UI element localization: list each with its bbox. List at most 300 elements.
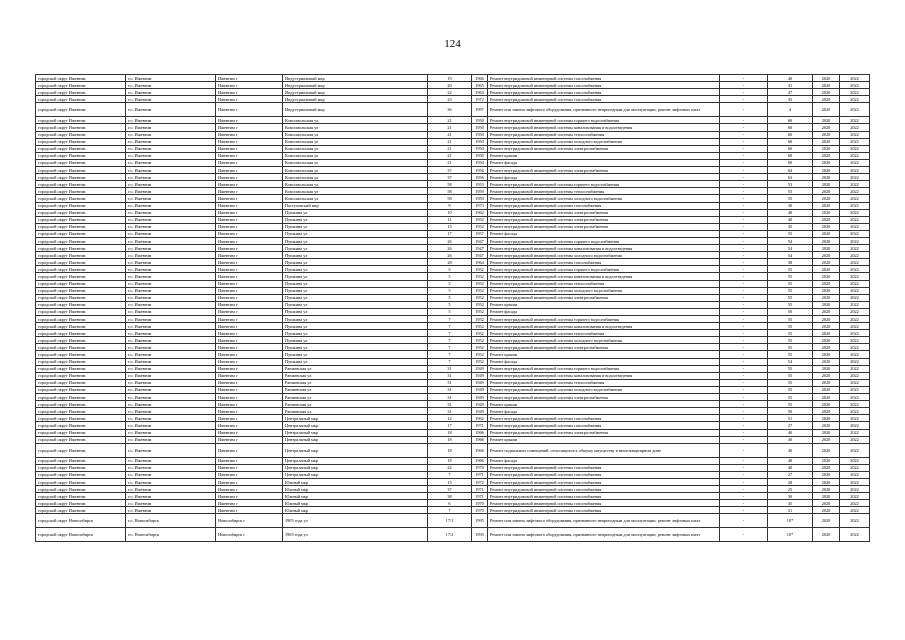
year-built-cell: 1950 bbox=[472, 159, 488, 166]
street-cell: Индустриальный мкр bbox=[283, 103, 428, 117]
dash-cell: - bbox=[720, 464, 768, 471]
municipality-cell: городской округ Ижевтим bbox=[36, 152, 126, 159]
work-type-cell: Ремонт фасада bbox=[488, 358, 720, 365]
dash-cell: - bbox=[720, 486, 768, 493]
work-type-cell: Ремонт внутридомовой инженерной системы газоснабжения bbox=[488, 471, 720, 478]
work-type-cell: Ремонт или замена лифтового оборудования, признанного непригодным для эксплуатации, ремонт лифтовых шахт bbox=[488, 528, 720, 542]
end-year-cell: 2022 bbox=[840, 323, 870, 330]
work-type-cell: Ремонт фасада bbox=[488, 230, 720, 237]
area-cell: 4 bbox=[768, 103, 813, 117]
area-cell: 40 bbox=[768, 464, 813, 471]
house-number-cell: 11 bbox=[428, 216, 472, 223]
year-built-cell: 1973 bbox=[472, 202, 488, 209]
year-built-cell: 1950 bbox=[472, 124, 488, 131]
street-cell: 1905 года ул bbox=[283, 514, 428, 528]
house-number-cell: 7 bbox=[428, 507, 472, 514]
street-cell: Пушкина ул bbox=[283, 280, 428, 287]
house-number-cell: 5 bbox=[428, 301, 472, 308]
start-year-cell: 2020 bbox=[813, 237, 840, 244]
dash-cell: - bbox=[720, 478, 768, 485]
table-row bbox=[36, 471, 870, 478]
municipality-cell: городской округ Ижевтим bbox=[36, 237, 126, 244]
start-year-cell: 2020 bbox=[813, 308, 840, 315]
area-cell: 64 bbox=[768, 167, 813, 174]
street-cell: Центральный мкр bbox=[283, 457, 428, 464]
locality-type-cell: г.о. Новосибирск bbox=[126, 514, 216, 528]
house-number-cell: 7 bbox=[428, 358, 472, 365]
start-year-cell: 2020 bbox=[813, 486, 840, 493]
end-year-cell: 2022 bbox=[840, 287, 870, 294]
start-year-cell: 2020 bbox=[813, 394, 840, 401]
start-year-cell: 2020 bbox=[813, 159, 840, 166]
area-cell: 35 bbox=[768, 96, 813, 103]
municipality-cell: городской округ Ижевтим bbox=[36, 202, 126, 209]
street-cell: Южный мкр bbox=[283, 486, 428, 493]
house-number-cell: 7 bbox=[428, 344, 472, 351]
end-year-cell: 2022 bbox=[840, 337, 870, 344]
street-cell: Комсомольская ул bbox=[283, 152, 428, 159]
locality-type-cell: г.о. Ижевтим bbox=[126, 223, 216, 230]
house-number-cell: 20 bbox=[428, 82, 472, 89]
street-cell: Ранжевская ул bbox=[283, 372, 428, 379]
house-number-cell: 58 bbox=[428, 181, 472, 188]
area-cell: 53 bbox=[768, 181, 813, 188]
table-row bbox=[36, 401, 870, 408]
area-cell: 55 bbox=[768, 372, 813, 379]
start-year-cell: 2020 bbox=[813, 280, 840, 287]
dash-cell: - bbox=[720, 323, 768, 330]
start-year-cell: 2020 bbox=[813, 401, 840, 408]
locality-type-cell: г.о. Ижевтим bbox=[126, 117, 216, 124]
end-year-cell: 2022 bbox=[840, 181, 870, 188]
area-cell: 55 bbox=[768, 280, 813, 287]
table-row bbox=[36, 209, 870, 216]
area-cell: 31 bbox=[768, 507, 813, 514]
area-cell: 55 bbox=[768, 266, 813, 273]
year-built-cell: 1952 bbox=[472, 330, 488, 337]
work-type-cell: Ремонт крыши bbox=[488, 351, 720, 358]
municipality-cell: городской округ Ижевтим bbox=[36, 124, 126, 131]
year-built-cell: 1972 bbox=[472, 96, 488, 103]
locality-type-cell: г.о. Ижевтим bbox=[126, 408, 216, 415]
area-cell: 25 bbox=[768, 486, 813, 493]
year-built-cell: 1952 bbox=[472, 308, 488, 315]
street-cell: Центральный мкр bbox=[283, 471, 428, 478]
house-number-cell: 37 bbox=[428, 174, 472, 181]
dash-cell: - bbox=[720, 259, 768, 266]
table-row bbox=[36, 478, 870, 485]
street-cell: Ранжевская ул bbox=[283, 379, 428, 386]
year-built-cell: 1964 bbox=[472, 259, 488, 266]
table-row bbox=[36, 152, 870, 159]
street-cell: Пушкина ул bbox=[283, 245, 428, 252]
locality-cell: Ижевтим г bbox=[216, 316, 283, 323]
table-row bbox=[36, 372, 870, 379]
dash-cell: - bbox=[720, 145, 768, 152]
locality-cell: Ижевтим г bbox=[216, 464, 283, 471]
year-built-cell: 1952 bbox=[472, 301, 488, 308]
year-built-cell: 1952 bbox=[472, 223, 488, 230]
municipality-cell: городской округ Ижевтим bbox=[36, 216, 126, 223]
locality-cell: Ижевтим г bbox=[216, 287, 283, 294]
street-cell: Центральный мкр bbox=[283, 415, 428, 422]
locality-cell: Ижевтим г bbox=[216, 181, 283, 188]
street-cell: Пушкина ул bbox=[283, 216, 428, 223]
dash-cell: - bbox=[720, 386, 768, 393]
area-cell: 27 bbox=[768, 422, 813, 429]
locality-cell: Ижевтим г bbox=[216, 401, 283, 408]
locality-cell: Ижевтим г bbox=[216, 266, 283, 273]
dash-cell: - bbox=[720, 337, 768, 344]
locality-cell: Ижевтим г bbox=[216, 195, 283, 202]
locality-type-cell: г.о. Ижевтим bbox=[126, 351, 216, 358]
municipality-cell: городской округ Ижевтим bbox=[36, 415, 126, 422]
end-year-cell: 2022 bbox=[840, 401, 870, 408]
area-cell: 50 bbox=[768, 408, 813, 415]
municipality-cell: городской округ Ижевтим bbox=[36, 131, 126, 138]
house-number-cell: 17/2 bbox=[428, 528, 472, 542]
street-cell: Комсомольская ул bbox=[283, 159, 428, 166]
area-cell: 63 bbox=[768, 174, 813, 181]
table-row bbox=[36, 266, 870, 273]
house-number-cell: 17 bbox=[428, 422, 472, 429]
start-year-cell: 2020 bbox=[813, 301, 840, 308]
locality-type-cell: г.о. Ижевтим bbox=[126, 266, 216, 273]
house-number-cell: 10 bbox=[428, 209, 472, 216]
work-type-cell: Ремонт крыши bbox=[488, 401, 720, 408]
start-year-cell: 2020 bbox=[813, 471, 840, 478]
street-cell: Пушкина ул bbox=[283, 344, 428, 351]
work-type-cell: Ремонт внутридомовой инженерной системы горячего водоснабжения bbox=[488, 365, 720, 372]
street-cell: Комсомольская ул bbox=[283, 174, 428, 181]
table-row bbox=[36, 351, 870, 358]
table-row bbox=[36, 188, 870, 195]
locality-type-cell: г.о. Ижевтим bbox=[126, 457, 216, 464]
street-cell: Пушкина ул bbox=[283, 301, 428, 308]
table-row bbox=[36, 294, 870, 301]
start-year-cell: 2020 bbox=[813, 323, 840, 330]
municipality-cell: городской округ Ижевтим bbox=[36, 308, 126, 315]
locality-cell: Ижевтим г bbox=[216, 471, 283, 478]
municipality-cell: городской округ Ижевтим bbox=[36, 471, 126, 478]
locality-type-cell: г.о. Ижевтим bbox=[126, 96, 216, 103]
area-cell: 55 bbox=[768, 273, 813, 280]
municipality-cell: городской округ Ижевтим bbox=[36, 507, 126, 514]
municipality-cell: городской округ Ижевтим bbox=[36, 401, 126, 408]
end-year-cell: 2022 bbox=[840, 457, 870, 464]
dash-cell: - bbox=[720, 308, 768, 315]
work-type-cell: Ремонт внутридомовой инженерной системы газоснабжения bbox=[488, 422, 720, 429]
municipality-cell: городской округ Ижевтим bbox=[36, 365, 126, 372]
street-cell: Ранжевская ул bbox=[283, 386, 428, 393]
municipality-cell: городской округ Ижевтим bbox=[36, 167, 126, 174]
dash-cell: - bbox=[720, 287, 768, 294]
house-number-cell: 5 bbox=[428, 280, 472, 287]
end-year-cell: 2022 bbox=[840, 223, 870, 230]
locality-type-cell: г.о. Ижевтим bbox=[126, 394, 216, 401]
work-type-cell: Ремонт крыши bbox=[488, 436, 720, 443]
start-year-cell: 2020 bbox=[813, 415, 840, 422]
dash-cell: - bbox=[720, 75, 768, 82]
dash-cell: - bbox=[720, 301, 768, 308]
start-year-cell: 2020 bbox=[813, 443, 840, 457]
house-number-cell: 5 bbox=[428, 294, 472, 301]
year-built-cell: 1947 bbox=[472, 245, 488, 252]
year-built-cell: 1959 bbox=[472, 188, 488, 195]
area-cell: 55 bbox=[768, 294, 813, 301]
work-type-cell: Ремонт внутридомовой инженерной системы газоснабжения bbox=[488, 464, 720, 471]
end-year-cell: 2022 bbox=[840, 394, 870, 401]
end-year-cell: 2022 bbox=[840, 96, 870, 103]
street-cell: Ранжевская ул bbox=[283, 401, 428, 408]
end-year-cell: 2022 bbox=[840, 237, 870, 244]
locality-type-cell: г.о. Ижевтим bbox=[126, 103, 216, 117]
house-number-cell: 17/1 bbox=[428, 514, 472, 528]
work-type-cell: Ремонт внутридомовой инженерной системы холодного водоснабжения bbox=[488, 195, 720, 202]
area-cell: 30 bbox=[768, 202, 813, 209]
municipality-cell: городской округ Ижевтим bbox=[36, 478, 126, 485]
year-built-cell: 1962 bbox=[472, 415, 488, 422]
municipality-cell: городской округ Ижевтим bbox=[36, 266, 126, 273]
work-type-cell: Ремонт внутридомовой инженерной системы теплоснабжения bbox=[488, 280, 720, 287]
municipality-cell: городской округ Ижевтим bbox=[36, 316, 126, 323]
municipality-cell: городской округ Ижевтим bbox=[36, 273, 126, 280]
street-cell: Индустриальный мкр bbox=[283, 96, 428, 103]
house-number-cell: 58 bbox=[428, 195, 472, 202]
house-number-cell: 21 bbox=[428, 152, 472, 159]
work-type-cell: Ремонт внутридомовой инженерной системы газоснабжения bbox=[488, 259, 720, 266]
table-row bbox=[36, 443, 870, 457]
locality-type-cell: г.о. Ижевтим bbox=[126, 230, 216, 237]
house-number-cell: 21 bbox=[428, 124, 472, 131]
area-cell: 38 bbox=[768, 259, 813, 266]
area-cell: 41 bbox=[768, 82, 813, 89]
work-type-cell: Ремонт внутридомовой инженерной системы электроснабжения bbox=[488, 344, 720, 351]
start-year-cell: 2020 bbox=[813, 316, 840, 323]
end-year-cell: 2022 bbox=[840, 528, 870, 542]
end-year-cell: 2022 bbox=[840, 514, 870, 528]
locality-cell: Ижевтим г bbox=[216, 294, 283, 301]
street-cell: Пушкина ул bbox=[283, 294, 428, 301]
locality-type-cell: г.о. Ижевтим bbox=[126, 245, 216, 252]
street-cell: Пушкина ул bbox=[283, 358, 428, 365]
end-year-cell: 2022 bbox=[840, 486, 870, 493]
end-year-cell: 2022 bbox=[840, 230, 870, 237]
street-cell: Пушкина ул bbox=[283, 330, 428, 337]
end-year-cell: 2022 bbox=[840, 443, 870, 457]
table-row bbox=[36, 89, 870, 96]
table-row bbox=[36, 131, 870, 138]
year-built-cell: 1952 bbox=[472, 358, 488, 365]
end-year-cell: 2022 bbox=[840, 301, 870, 308]
work-type-cell: Ремонт внутридомовой инженерной системы газоснабжения bbox=[488, 500, 720, 507]
area-cell: 55 bbox=[768, 230, 813, 237]
area-cell: 40 bbox=[768, 216, 813, 223]
locality-type-cell: г.о. Ижевтим bbox=[126, 330, 216, 337]
house-number-cell: 23 bbox=[428, 96, 472, 103]
start-year-cell: 2020 bbox=[813, 386, 840, 393]
table-row bbox=[36, 82, 870, 89]
year-built-cell: 1952 bbox=[472, 216, 488, 223]
house-number-cell: 18 bbox=[428, 429, 472, 436]
locality-cell: Ижевтим г bbox=[216, 252, 283, 259]
municipality-cell: городской округ Ижевтим bbox=[36, 245, 126, 252]
dash-cell: - bbox=[720, 436, 768, 443]
street-cell: Индустриальный мкр bbox=[283, 89, 428, 96]
table-row bbox=[36, 181, 870, 188]
start-year-cell: 2020 bbox=[813, 358, 840, 365]
start-year-cell: 2020 bbox=[813, 429, 840, 436]
dash-cell: - bbox=[720, 358, 768, 365]
locality-type-cell: г.о. Ижевтим bbox=[126, 337, 216, 344]
municipality-cell: городской округ Ижевтим bbox=[36, 188, 126, 195]
street-cell: Комсомольская ул bbox=[283, 117, 428, 124]
house-number-cell: 7 bbox=[428, 471, 472, 478]
dash-cell: - bbox=[720, 216, 768, 223]
dash-cell: - bbox=[720, 266, 768, 273]
street-cell: Комсомольская ул bbox=[283, 181, 428, 188]
start-year-cell: 2020 bbox=[813, 245, 840, 252]
end-year-cell: 2022 bbox=[840, 358, 870, 365]
year-built-cell: 1966 bbox=[472, 457, 488, 464]
end-year-cell: 2022 bbox=[840, 408, 870, 415]
locality-type-cell: г.о. Ижевтим bbox=[126, 401, 216, 408]
municipality-cell: городской округ Ижевтим bbox=[36, 138, 126, 145]
table-row bbox=[36, 273, 870, 280]
street-cell: Комсомольская ул bbox=[283, 124, 428, 131]
street-cell: Центральный мкр bbox=[283, 464, 428, 471]
end-year-cell: 2022 bbox=[840, 202, 870, 209]
locality-cell: Ижевтим г bbox=[216, 167, 283, 174]
area-cell: 60 bbox=[768, 145, 813, 152]
house-number-cell: 21 bbox=[428, 131, 472, 138]
street-cell: Центральный мкр bbox=[283, 429, 428, 436]
house-number-cell: 31 bbox=[428, 365, 472, 372]
municipality-cell: городской округ Ижевтим bbox=[36, 493, 126, 500]
locality-type-cell: г.о. Ижевтим bbox=[126, 181, 216, 188]
area-cell: 55 bbox=[768, 351, 813, 358]
area-cell: 60 bbox=[768, 152, 813, 159]
house-number-cell: 37 bbox=[428, 167, 472, 174]
end-year-cell: 2022 bbox=[840, 245, 870, 252]
work-type-cell: Ремонт фасада bbox=[488, 457, 720, 464]
table-row bbox=[36, 323, 870, 330]
area-cell: 60 bbox=[768, 138, 813, 145]
work-type-cell: Ремонт подвальных помещений, относящихся к общему имуществу в многоквартирном доме bbox=[488, 443, 720, 457]
dash-cell: - bbox=[720, 514, 768, 528]
locality-cell: Ижевтим г bbox=[216, 89, 283, 96]
municipality-cell: городской округ Ижевтим bbox=[36, 457, 126, 464]
street-cell: Пушкина ул bbox=[283, 337, 428, 344]
work-type-cell: Ремонт или замена лифтового оборудования, признанного непригодным для эксплуатации, ремонт лифтовых шахт bbox=[488, 103, 720, 117]
start-year-cell: 2020 bbox=[813, 514, 840, 528]
start-year-cell: 2020 bbox=[813, 96, 840, 103]
locality-type-cell: г.о. Ижевтим bbox=[126, 316, 216, 323]
start-year-cell: 2020 bbox=[813, 500, 840, 507]
year-built-cell: 1995 bbox=[472, 528, 488, 542]
dash-cell: - bbox=[720, 500, 768, 507]
end-year-cell: 2022 bbox=[840, 464, 870, 471]
locality-cell: Ижевтим г bbox=[216, 500, 283, 507]
start-year-cell: 2020 bbox=[813, 89, 840, 96]
start-year-cell: 2020 bbox=[813, 75, 840, 82]
start-year-cell: 2020 bbox=[813, 273, 840, 280]
work-type-cell: Ремонт внутридомовой инженерной системы холодного водоснабжения bbox=[488, 287, 720, 294]
start-year-cell: 2020 bbox=[813, 266, 840, 273]
house-number-cell: 5 bbox=[428, 273, 472, 280]
work-type-cell: Ремонт фасада bbox=[488, 308, 720, 315]
start-year-cell: 2020 bbox=[813, 124, 840, 131]
area-cell: 30 bbox=[768, 493, 813, 500]
street-cell: Пушкина ул bbox=[283, 237, 428, 244]
municipality-cell: городской округ Ижевтим bbox=[36, 259, 126, 266]
area-cell: 55 bbox=[768, 188, 813, 195]
municipality-cell: городской округ Ижевтим bbox=[36, 230, 126, 237]
locality-type-cell: г.о. Ижевтим bbox=[126, 273, 216, 280]
house-number-cell: 18 bbox=[428, 443, 472, 457]
dash-cell: - bbox=[720, 223, 768, 230]
end-year-cell: 2022 bbox=[840, 344, 870, 351]
end-year-cell: 2022 bbox=[840, 131, 870, 138]
start-year-cell: 2020 bbox=[813, 507, 840, 514]
start-year-cell: 2020 bbox=[813, 259, 840, 266]
municipality-cell: городской округ Ижевтим bbox=[36, 358, 126, 365]
start-year-cell: 2020 bbox=[813, 372, 840, 379]
table-row bbox=[36, 159, 870, 166]
dash-cell: - bbox=[720, 103, 768, 117]
street-cell: Пушкина ул bbox=[283, 316, 428, 323]
street-cell: Ранжевская ул bbox=[283, 365, 428, 372]
locality-cell: Ижевтим г bbox=[216, 223, 283, 230]
locality-type-cell: г.о. Ижевтим bbox=[126, 188, 216, 195]
work-type-cell: Ремонт внутридомовой инженерной системы холодного водоснабжения bbox=[488, 252, 720, 259]
end-year-cell: 2022 bbox=[840, 117, 870, 124]
table-row bbox=[36, 301, 870, 308]
work-type-cell: Ремонт внутридомовой инженерной системы газоснабжения bbox=[488, 82, 720, 89]
year-built-cell: 1950 bbox=[472, 138, 488, 145]
locality-cell: Ижевтим г bbox=[216, 457, 283, 464]
year-built-cell: 1950 bbox=[472, 152, 488, 159]
table-row bbox=[36, 259, 870, 266]
table-row bbox=[36, 408, 870, 415]
start-year-cell: 2020 bbox=[813, 330, 840, 337]
table-row bbox=[36, 528, 870, 542]
area-cell: 10* bbox=[768, 528, 813, 542]
house-number-cell: 26 bbox=[428, 245, 472, 252]
work-type-cell: Ремонт внутридомовой инженерной системы горячего водоснабжения bbox=[488, 237, 720, 244]
locality-cell: Ижевтим г bbox=[216, 124, 283, 131]
locality-type-cell: г.о. Ижевтим bbox=[126, 174, 216, 181]
locality-type-cell: г.о. Ижевтим bbox=[126, 195, 216, 202]
work-type-cell: Ремонт внутридомовой инженерной системы холодного водоснабжения bbox=[488, 138, 720, 145]
work-type-cell: Ремонт внутридомовой инженерной системы газоснабжения bbox=[488, 415, 720, 422]
area-cell: 54 bbox=[768, 358, 813, 365]
municipality-cell: городской округ Ижевтим bbox=[36, 386, 126, 393]
work-type-cell: Ремонт внутридомовой инженерной системы канализования и водоотведения bbox=[488, 124, 720, 131]
locality-type-cell: г.о. Ижевтим bbox=[126, 308, 216, 315]
work-type-cell: Ремонт внутридомовой инженерной системы газоснабжения bbox=[488, 486, 720, 493]
end-year-cell: 2022 bbox=[840, 188, 870, 195]
end-year-cell: 2022 bbox=[840, 507, 870, 514]
house-number-cell: 15 bbox=[428, 223, 472, 230]
municipality-cell: городской округ Ижевтим bbox=[36, 301, 126, 308]
municipality-cell: городской округ Ижевтим bbox=[36, 464, 126, 471]
locality-cell: Ижевтим г bbox=[216, 237, 283, 244]
area-cell: 35 bbox=[768, 223, 813, 230]
street-cell: Комсомольская ул bbox=[283, 167, 428, 174]
start-year-cell: 2020 bbox=[813, 216, 840, 223]
area-cell: 55 bbox=[768, 379, 813, 386]
